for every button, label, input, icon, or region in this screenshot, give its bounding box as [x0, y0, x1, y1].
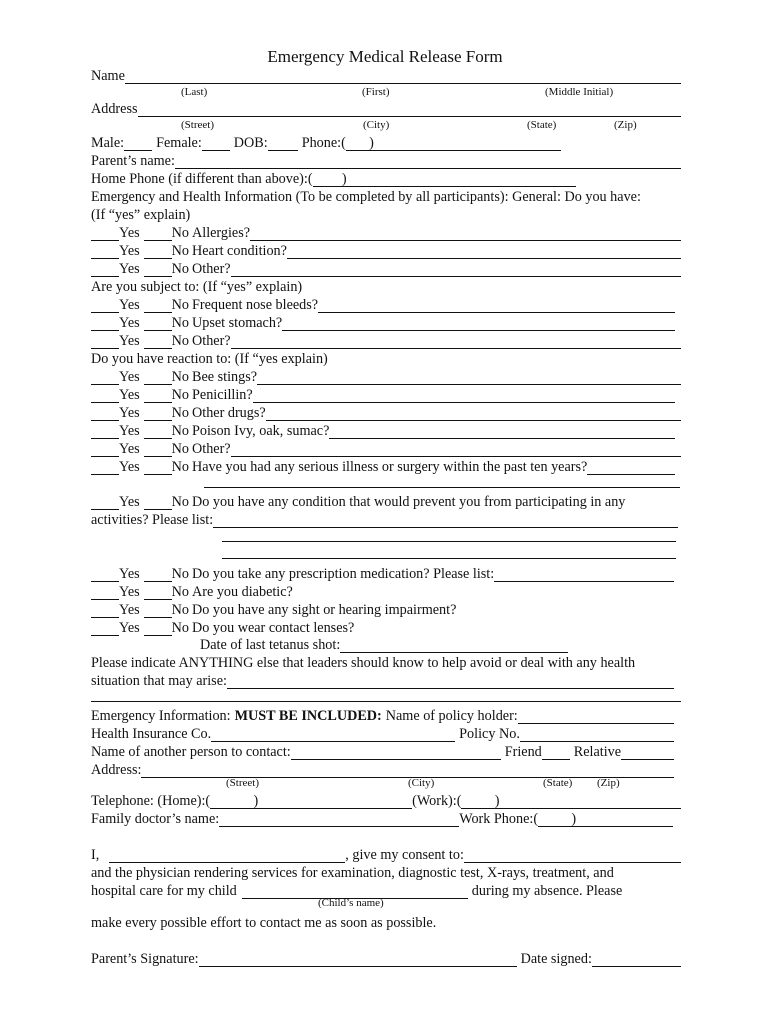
sub-city: (City)	[363, 119, 390, 131]
explain-field[interactable]	[318, 298, 675, 313]
yes-field[interactable]	[91, 406, 119, 421]
home-telephone-field[interactable]	[258, 794, 412, 809]
no-field[interactable]	[144, 442, 172, 457]
name-field[interactable]	[125, 69, 681, 84]
question-text: Heart condition?	[192, 243, 287, 259]
subject-heading	[91, 277, 681, 295]
consent-to-field[interactable]	[464, 848, 681, 863]
question-text: Do you have any sight or hearing impairment?	[192, 602, 457, 618]
condition-list-label: activities? Please list:	[91, 512, 214, 528]
sub-first: (First)	[362, 86, 390, 98]
yes-field[interactable]	[91, 585, 119, 600]
no-field[interactable]	[144, 388, 172, 403]
policy-holder-field[interactable]	[518, 709, 674, 724]
dob-field[interactable]	[268, 136, 298, 151]
no-field[interactable]	[144, 262, 172, 277]
question-text: Other?	[192, 261, 231, 277]
parent-name-label: Parent’s name:	[91, 153, 175, 169]
no-label: No	[171, 261, 189, 277]
yes-label: Yes	[119, 297, 140, 313]
no-field[interactable]	[144, 226, 172, 241]
no-field[interactable]	[144, 585, 172, 600]
question-row	[91, 564, 674, 582]
anything-row	[91, 653, 681, 671]
doctor-row	[91, 809, 673, 827]
explain-field[interactable]	[257, 370, 681, 385]
consent-i: I,	[91, 847, 100, 863]
no-field[interactable]	[144, 406, 172, 421]
insurance-field[interactable]	[211, 727, 455, 742]
home-telephone-label: Telephone: (Home):(	[91, 793, 211, 809]
consent-line3	[91, 881, 681, 899]
male-field[interactable]	[124, 136, 152, 151]
yes-label: Yes	[119, 225, 140, 241]
yes-label: Yes	[119, 387, 140, 403]
relative-field[interactable]	[621, 745, 674, 760]
signature-row	[91, 949, 681, 967]
no-label: No	[171, 620, 189, 636]
yes-field[interactable]	[91, 495, 119, 510]
must-be-included: MUST BE INCLUDED:	[234, 708, 382, 724]
question-row	[91, 457, 675, 475]
yes-label: Yes	[119, 405, 140, 421]
tetanus-row	[200, 635, 568, 653]
yes-field[interactable]	[91, 603, 119, 618]
question-row	[91, 582, 681, 600]
explain-field[interactable]	[282, 316, 675, 331]
phone-area-code[interactable]: )	[346, 136, 374, 151]
address-field[interactable]	[138, 102, 682, 117]
question-row	[91, 403, 681, 421]
yes-label: Yes	[119, 459, 140, 475]
question-text: Do you take any prescription medication? Please list:	[192, 566, 495, 582]
doctor-label: Family doctor’s name:	[91, 811, 220, 827]
reaction-heading-text: Do you have reaction to: (If “yes explain)	[91, 351, 328, 367]
no-field[interactable]	[144, 298, 172, 313]
yes-label: Yes	[119, 441, 140, 457]
no-label: No	[171, 423, 189, 439]
condition-list-line[interactable]	[222, 558, 676, 559]
friend-field[interactable]	[542, 745, 570, 760]
work-telephone-label: (Work):(	[412, 793, 462, 809]
explain-field[interactable]	[587, 460, 675, 475]
question-text: Bee stings?	[192, 369, 258, 385]
yes-label: Yes	[119, 584, 140, 600]
no-label: No	[171, 333, 189, 349]
yes-label: Yes	[119, 261, 140, 277]
no-field[interactable]	[144, 621, 172, 636]
yes-field[interactable]	[91, 370, 119, 385]
consent-line2	[91, 863, 681, 881]
illness-explain-line[interactable]	[204, 487, 680, 488]
sub-city: (City)	[408, 777, 435, 789]
no-label: No	[171, 459, 189, 475]
no-label: No	[171, 566, 189, 582]
female-label: Female:	[156, 135, 202, 151]
question-text: Do you have any condition that would prevent you from participating in any	[192, 494, 626, 510]
yes-field[interactable]	[91, 567, 119, 582]
yes-field[interactable]	[91, 424, 119, 439]
home-phone-field[interactable]	[347, 172, 576, 187]
female-field[interactable]	[202, 136, 230, 151]
yes-field[interactable]	[91, 262, 119, 277]
question-row	[91, 241, 681, 259]
doctor-field[interactable]	[219, 812, 459, 827]
emergency-health-text: Emergency and Health Information (To be completed by all participants): General: Do you have:	[91, 189, 641, 205]
if-yes-explain-text: (If “yes” explain)	[91, 207, 191, 223]
question-row	[91, 439, 681, 457]
name-label: Name	[91, 68, 125, 84]
anything-text: Please indicate ANYTHING else that leaders should know to help avoid or deal with any health	[91, 655, 636, 671]
sub-state: (State)	[543, 777, 573, 789]
no-field[interactable]	[144, 334, 172, 349]
no-label: No	[171, 225, 189, 241]
question-text: Poison Ivy, oak, sumac?	[192, 423, 330, 439]
yes-label: Yes	[119, 423, 140, 439]
signature-label: Parent’s Signature:	[91, 951, 199, 967]
explain-field[interactable]	[231, 442, 681, 457]
yes-field[interactable]	[91, 316, 119, 331]
insurance-row	[91, 724, 674, 742]
condition-list-row	[91, 510, 678, 528]
yes-label: Yes	[119, 315, 140, 331]
friend-label: Friend	[504, 744, 542, 760]
yes-field[interactable]	[91, 244, 119, 259]
yes-label: Yes	[119, 494, 140, 510]
child-name-sub: (Child’s name)	[318, 897, 384, 909]
no-label: No	[171, 494, 189, 510]
emergency-health-heading	[91, 187, 681, 205]
doctor-area-code[interactable]: )	[538, 812, 576, 827]
explain-field[interactable]	[231, 334, 681, 349]
policy-no-field[interactable]	[520, 727, 674, 742]
sub-state: (State)	[527, 119, 557, 131]
home-phone-label: Home Phone (if different than above):(	[91, 171, 313, 187]
question-row	[91, 331, 681, 349]
relative-label: Relative	[573, 744, 622, 760]
tetanus-label: Date of last tetanus shot:	[200, 637, 341, 653]
subject-heading-text: Are you subject to: (If “yes” explain)	[91, 279, 303, 295]
yes-field[interactable]	[91, 621, 119, 636]
question-text: Upset stomach?	[192, 315, 283, 331]
no-field[interactable]	[144, 370, 172, 385]
home-phone-area[interactable]: )	[313, 172, 347, 187]
home-area-code[interactable]: )	[210, 794, 258, 809]
consent-give: , give my consent to:	[345, 847, 464, 863]
yes-label: Yes	[119, 620, 140, 636]
question-row	[91, 618, 681, 636]
yes-label: Yes	[119, 243, 140, 259]
sub-last: (Last)	[181, 86, 208, 98]
consent-row	[91, 845, 681, 863]
question-row	[91, 421, 675, 439]
condition-list-field[interactable]	[213, 513, 678, 528]
condition-list-line[interactable]	[222, 541, 676, 542]
question-text: Penicillin?	[192, 387, 253, 403]
consent-line3a-text: hospital care for my child	[91, 883, 237, 899]
explain-field[interactable]	[253, 388, 675, 403]
address-row	[91, 99, 681, 117]
anything-extra-line[interactable]	[91, 701, 681, 702]
phone-label: Phone:(	[301, 135, 346, 151]
yes-label: Yes	[119, 369, 140, 385]
no-label: No	[171, 405, 189, 421]
explain-field[interactable]	[329, 424, 675, 439]
address2-row	[91, 760, 674, 778]
explain-field[interactable]	[231, 262, 681, 277]
consent-line2-text: and the physician rendering services for examination, diagnostic test, X-rays, treatment, and	[91, 865, 614, 881]
question-row	[91, 313, 675, 331]
anything-label: situation that may arise:	[91, 673, 227, 689]
sub-middle: (Middle Initial)	[545, 86, 614, 98]
no-label: No	[171, 369, 189, 385]
emergency-info-row	[91, 706, 674, 724]
question-text: Other drugs?	[192, 405, 266, 421]
work-telephone-field[interactable]	[499, 794, 681, 809]
question-text: Other?	[192, 441, 231, 457]
yes-field[interactable]	[91, 334, 119, 349]
tetanus-field[interactable]	[340, 638, 568, 653]
emergency-info-label: Emergency Information:	[91, 708, 231, 724]
parent-name-field[interactable]	[175, 154, 681, 169]
consent-line4-text: make every possible effort to contact me as soon as possible.	[91, 915, 437, 931]
question-row	[91, 259, 681, 277]
explain-field[interactable]	[287, 244, 681, 259]
insurance-label: Health Insurance Co.	[91, 726, 212, 742]
question-row	[91, 295, 675, 313]
no-label: No	[171, 441, 189, 457]
sub-zip: (Zip)	[597, 777, 620, 789]
consent-name-field[interactable]	[109, 848, 345, 863]
dob-label: DOB:	[233, 135, 268, 151]
doctor-phone-field[interactable]	[576, 812, 673, 827]
work-area-code[interactable]: )	[461, 794, 499, 809]
consent-line4	[91, 913, 681, 931]
no-label: No	[171, 584, 189, 600]
yes-label: Yes	[119, 602, 140, 618]
address2-field[interactable]	[141, 763, 674, 778]
sub-street: (Street)	[181, 119, 214, 131]
doctor-phone-label: Work Phone:(	[459, 811, 539, 827]
male-label: Male:	[91, 135, 125, 151]
question-row	[91, 223, 681, 241]
name-row	[91, 66, 681, 84]
policy-holder-label: Name of policy holder:	[385, 708, 518, 724]
no-field[interactable]	[144, 495, 172, 510]
telephone-row	[91, 791, 681, 809]
form-title: Emergency Medical Release Form	[267, 47, 503, 66]
question-text: Frequent nose bleeds?	[192, 297, 319, 313]
question-text: Are you diabetic?	[192, 584, 293, 600]
yes-field[interactable]	[91, 226, 119, 241]
no-field[interactable]	[144, 316, 172, 331]
date-signed-label: Date signed:	[520, 951, 592, 967]
no-field[interactable]	[144, 424, 172, 439]
no-label: No	[171, 315, 189, 331]
address2-label: Address:	[91, 762, 142, 778]
no-label: No	[171, 602, 189, 618]
another-person-field[interactable]	[291, 745, 501, 760]
consent-line3b-text: during my absence. Please	[471, 883, 623, 899]
question-text: Allergies?	[192, 225, 251, 241]
home-phone-row	[91, 169, 576, 187]
no-field[interactable]	[144, 460, 172, 475]
yes-label: Yes	[119, 566, 140, 582]
another-person-row	[91, 742, 674, 760]
question-text: Other?	[192, 333, 231, 349]
demographics-row	[91, 133, 561, 151]
no-label: No	[171, 297, 189, 313]
no-field[interactable]	[144, 244, 172, 259]
parent-name-row	[91, 151, 681, 169]
question-row	[91, 385, 675, 403]
no-label: No	[171, 243, 189, 259]
signature-field[interactable]	[199, 952, 517, 967]
policy-no-label: Policy No.	[459, 726, 520, 742]
explain-field[interactable]	[266, 406, 681, 421]
explain-field[interactable]	[494, 567, 674, 582]
address-label: Address	[91, 101, 138, 117]
question-row	[91, 492, 681, 510]
date-signed-field[interactable]	[592, 952, 681, 967]
sub-street: (Street)	[226, 777, 259, 789]
question-row	[91, 600, 681, 618]
anything-row2	[91, 671, 674, 689]
question-text: Do you wear contact lenses?	[192, 620, 355, 636]
phone-field[interactable]	[374, 136, 561, 151]
another-person-label: Name of another person to contact:	[91, 744, 291, 760]
yes-field[interactable]	[91, 388, 119, 403]
sub-zip: (Zip)	[614, 119, 637, 131]
yes-field[interactable]	[91, 298, 119, 313]
yes-field[interactable]	[91, 460, 119, 475]
no-field[interactable]	[144, 603, 172, 618]
yes-field[interactable]	[91, 442, 119, 457]
explain-field[interactable]	[250, 226, 681, 241]
question-text: Have you had any serious illness or surgery within the past ten years?	[192, 459, 588, 475]
anything-field[interactable]	[227, 674, 674, 689]
no-label: No	[171, 387, 189, 403]
reaction-heading	[91, 349, 681, 367]
question-row	[91, 367, 681, 385]
no-field[interactable]	[144, 567, 172, 582]
if-yes-explain	[91, 205, 681, 223]
yes-label: Yes	[119, 333, 140, 349]
